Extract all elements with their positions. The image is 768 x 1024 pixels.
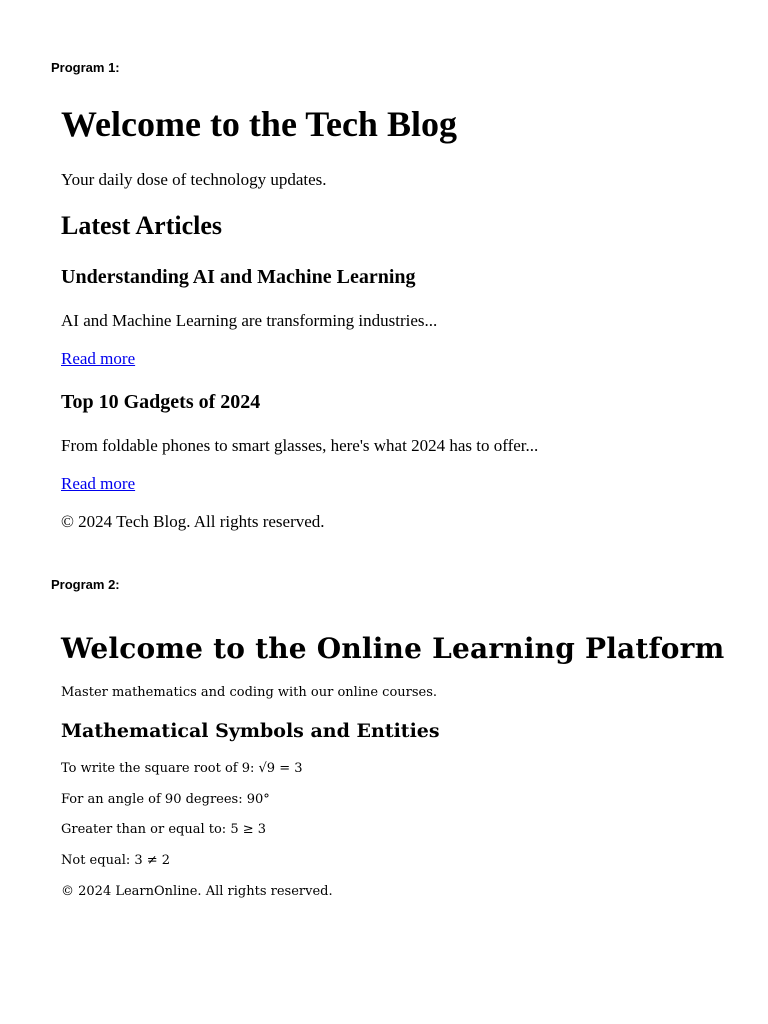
- math-line-degrees: For an angle of 90 degrees: 90°: [61, 792, 270, 807]
- read-more-link[interactable]: Read more: [61, 474, 136, 493]
- math-line-not-equal: Not equal: 3 ≠ 2: [61, 853, 171, 868]
- math-line-greater-equal: Greater than or equal to: 5 ≥ 3: [61, 822, 267, 837]
- read-more-link[interactable]: Read more: [61, 349, 136, 368]
- math-line-square-root: To write the square root of 9: √9 = 3: [61, 761, 303, 776]
- page-title: Welcome to the Tech Blog: [61, 104, 457, 144]
- tagline: Master mathematics and coding with our online courses.: [61, 685, 438, 700]
- tagline: Your daily dose of technology updates.: [61, 170, 327, 189]
- program-2-label: Program 2:: [51, 577, 120, 592]
- footer-copyright: © 2024 Tech Blog. All rights reserved.: [61, 512, 325, 531]
- program-1-label: Program 1:: [51, 60, 120, 75]
- article-summary: From foldable phones to smart glasses, here's what 2024 has to offer...: [61, 436, 539, 455]
- page-title: Welcome to the Online Learning Platform: [61, 632, 725, 665]
- article-title: Understanding AI and Machine Learning: [61, 266, 416, 288]
- article-summary: AI and Machine Learning are transforming industries...: [61, 311, 438, 330]
- section-heading: Mathematical Symbols and Entities: [61, 720, 440, 742]
- article-title: Top 10 Gadgets of 2024: [61, 391, 261, 413]
- section-heading: Latest Articles: [61, 211, 223, 240]
- footer-copyright: © 2024 LearnOnline. All rights reserved.: [61, 884, 333, 899]
